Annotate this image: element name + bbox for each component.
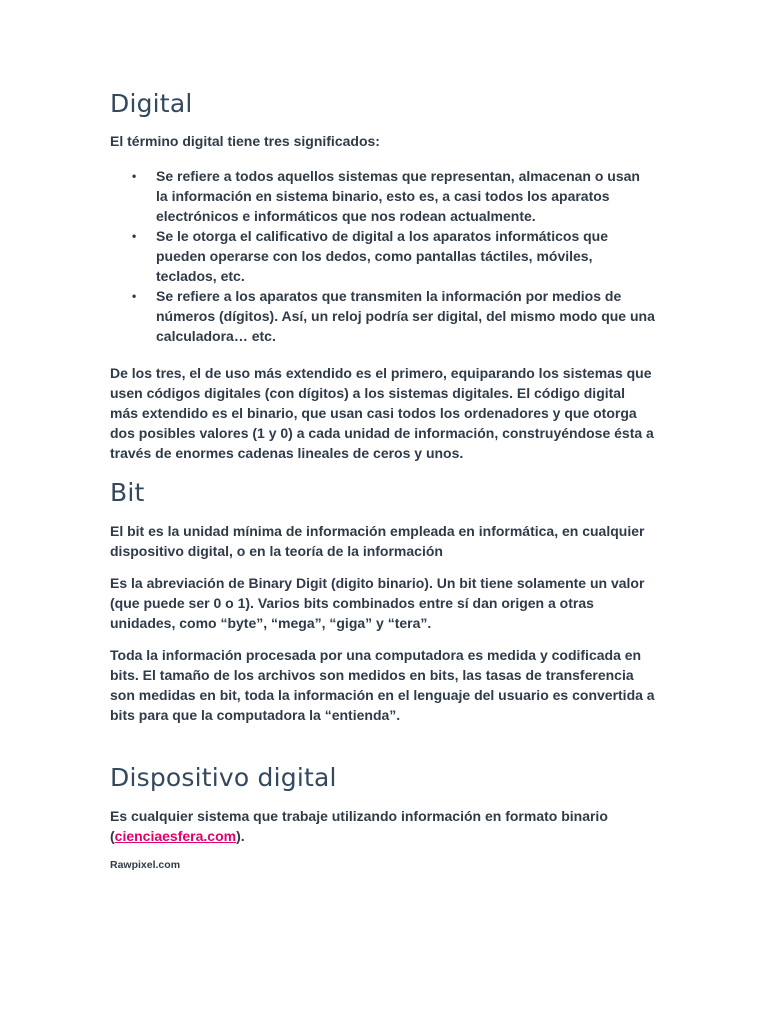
bit-paragraph: Toda la información procesada por una computadora es medida y codificada en bits. El tamaño de los archivos son medidos en bits, las tasas de transferencia son medidas en bit, toda la información en el lenguaje del usuario es convertida a bits para que la computadora la “entienda”. <box>110 647 655 723</box>
device-text: Es cualquier sistema que trabaje utilizando información en formato binario ( <box>110 808 608 844</box>
device-paragraph <box>110 806 655 846</box>
list-item-text: Se refiere a los aparatos que transmiten la información por medios de números (dígitos). Así, un reloj podría ser digital, del mismo modo que una calculadora… etc. <box>156 288 655 344</box>
cienciaesfera-link[interactable]: cienciaesfera.com <box>114 828 237 844</box>
image-credit: Rawpixel.com <box>110 859 181 871</box>
heading-dispositivo-digital: Dispositivo digital <box>110 763 337 792</box>
device-text-end: ). <box>236 828 245 844</box>
bit-paragraph: El bit es la unidad mínima de información empleada en informática, en cualquier dispositivo digital, o en la teoría de la información <box>110 523 645 559</box>
bullet-icon: • <box>132 289 137 303</box>
list-item-text: Se refiere a todos aquellos sistemas que representan, almacenan o usan la información en sistema binario, esto es, a casi todos los aparatos electrónicos e informáticos que nos rodean actualmente. <box>156 168 640 224</box>
bullet-icon: • <box>132 229 137 243</box>
list-item <box>110 286 655 346</box>
heading-digital: Digital <box>110 89 193 118</box>
bullet-icon: • <box>132 169 137 183</box>
digital-intro: El término digital tiene tres significados: <box>110 133 380 149</box>
digital-paragraph: De los tres, el de uso más extendido es el primero, equiparando los sistemas que usen códigos digitales (con dígitos) a los sistemas digitales. El código digital más extendido es el binario, que usan casi todos los ordenadores y que otorga dos posibles valores (1 y 0) a cada unidad de información, construyéndose ésta a través de enormes cadenas lineales de ceros y unos. <box>110 365 654 461</box>
list-item <box>110 166 655 226</box>
digital-meanings-list <box>110 166 655 346</box>
list-item <box>110 226 655 286</box>
document-page <box>110 0 655 872</box>
list-item-text: Se le otorga el calificativo de digital a los aparatos informáticos que pueden operarse con los dedos, como pantallas táctiles, móviles, teclados, etc. <box>156 228 609 284</box>
heading-bit: Bit <box>110 478 145 507</box>
bit-paragraph: Es la abreviación de Binary Digit (digito binario). Un bit tiene solamente un valor (que puede ser 0 o 1). Varios bits combinados entre sí dan origen a otras unidades, como “byte”, “mega”, “giga” y “tera”. <box>110 575 645 631</box>
